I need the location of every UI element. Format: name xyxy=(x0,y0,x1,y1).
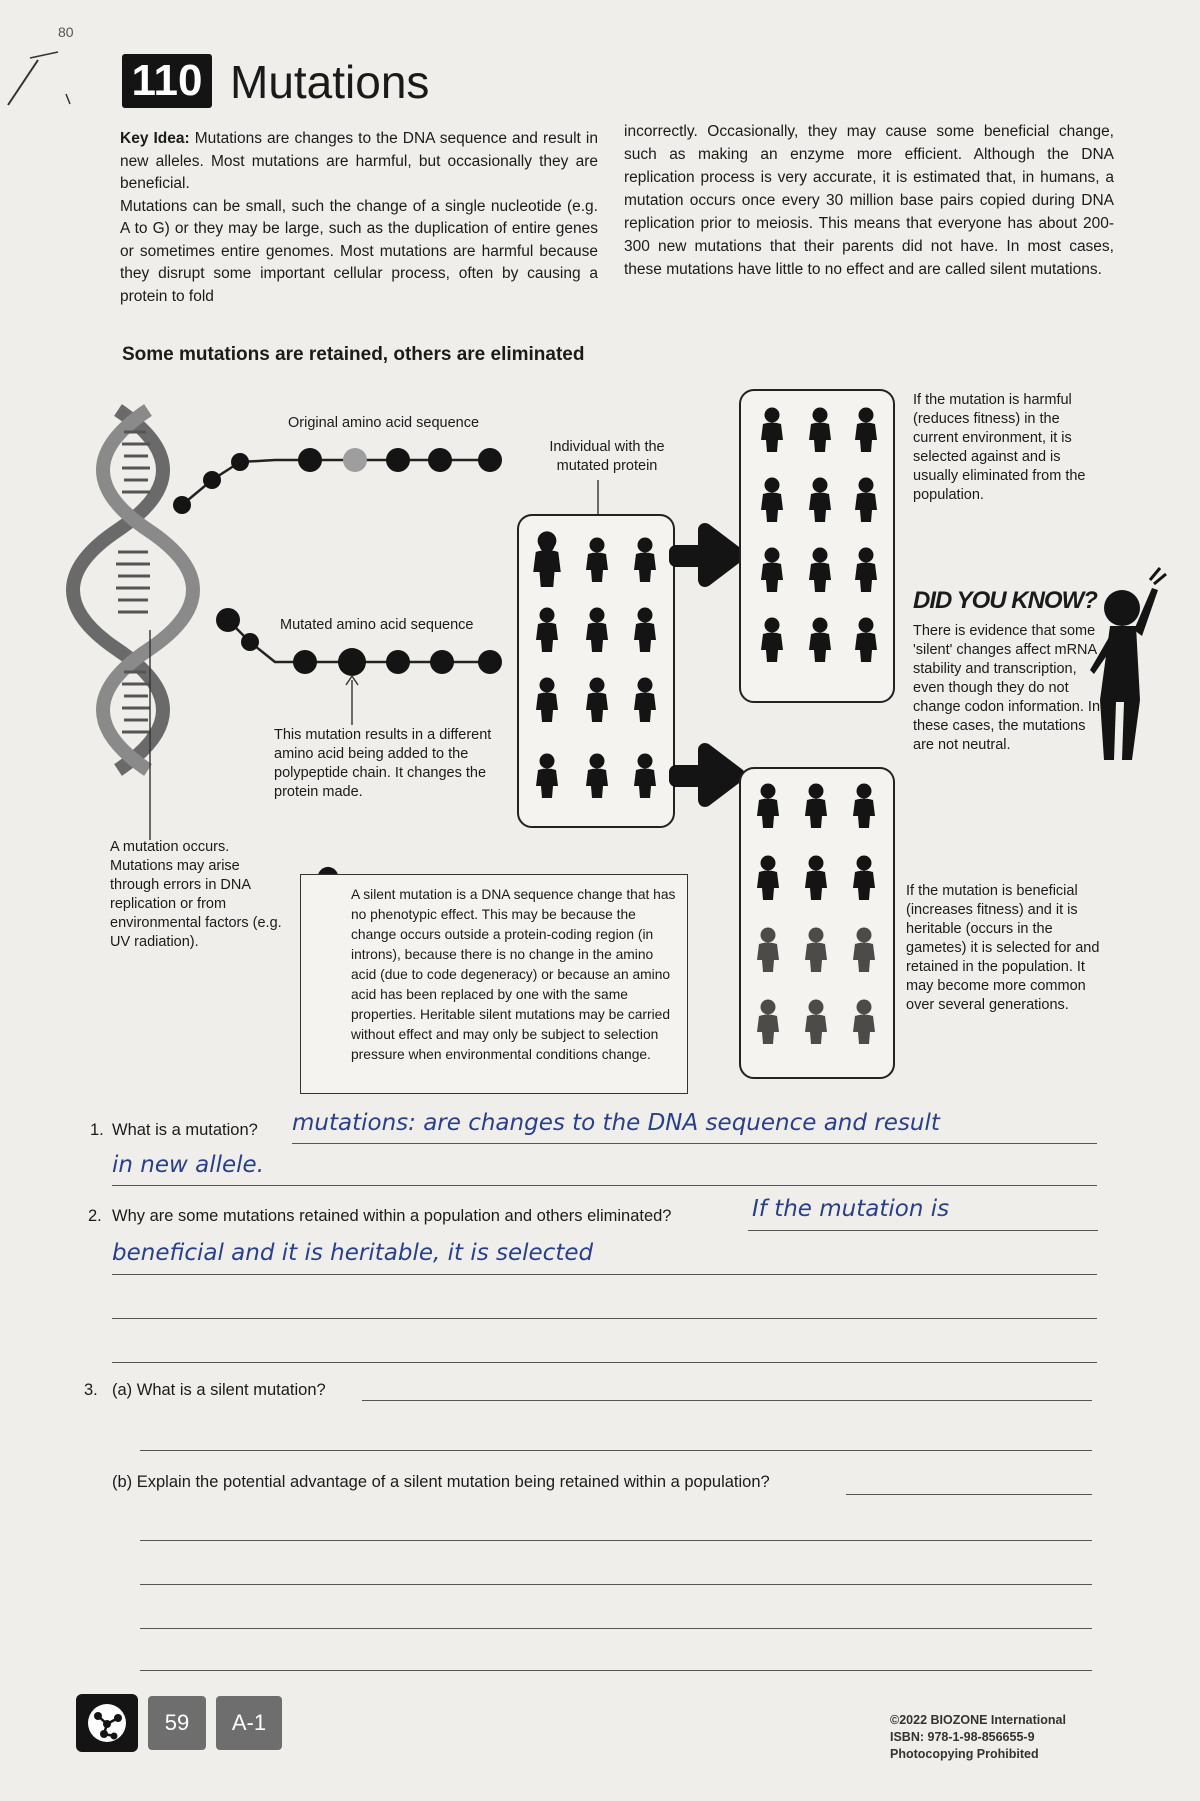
answer-line xyxy=(140,1670,1092,1671)
mutation-occurs-label: A mutation occurs. Mutations may arise through errors in DNA replication or from environmental factors (e.g. UV radiation). xyxy=(110,839,282,950)
answer-2-line-1[interactable]: If the mutation is xyxy=(752,1196,950,1222)
answer-2-line-2[interactable]: beneficial and it is heritable, it is selected xyxy=(112,1240,594,1266)
answer-line xyxy=(112,1185,1097,1186)
key-idea xyxy=(120,128,598,308)
did-you-know-text: There is evidence that some 'silent' changes affect mRNA stability and transcription, even though they do not change codon information. In these cases, the mutations are not neutral. xyxy=(913,623,1101,753)
answer-line xyxy=(112,1318,1097,1319)
answer-line xyxy=(292,1143,1097,1144)
individual-label: Individual with the mutated protein xyxy=(549,439,665,474)
question-3b-text: (b) Explain the potential advantage of a silent mutation being retained within a population? xyxy=(112,1473,770,1491)
original-amino-acid-chain xyxy=(173,448,502,514)
harmful-label: If the mutation is harmful (reduces fitness) in the current environment, it is selected against and is usually eliminated from the population. xyxy=(913,392,1086,503)
answer-line xyxy=(112,1362,1097,1363)
question-1-text: What is a mutation? xyxy=(112,1121,258,1139)
code-badge: A-1 xyxy=(216,1696,282,1750)
answer-line xyxy=(140,1628,1092,1629)
did-you-know-title: DID YOU KNOW? xyxy=(913,587,1097,614)
answer-1-line-2[interactable]: in new allele. xyxy=(112,1152,265,1178)
intro-column-2: incorrectly. Occasionally, they may cause some beneficial change, such as making an enzyme more efficient. Although the DNA replication process is very accurate, it is estimated that, in humans, a mutation occurs once every 30 million base pairs copied during DNA replication prior to meiosis. This means that everyone has about 200-300 new mutations that their parents did not have. In most cases, these mutations have little to no effect and are called silent mutations. xyxy=(624,123,1114,278)
question-3-number: 3. xyxy=(84,1381,98,1399)
isbn-text: ISBN: 978-1-98-856655-9 xyxy=(890,1730,1035,1744)
answer-line xyxy=(140,1540,1092,1541)
arrow-right-icon xyxy=(676,530,738,580)
copyright-text: ©2022 BIOZONE International xyxy=(890,1713,1066,1727)
molecule-icon xyxy=(76,1694,138,1752)
answer-line xyxy=(112,1274,1097,1275)
answer-1-line-1[interactable]: mutations: are changes to the DNA sequence and result xyxy=(292,1110,940,1136)
photocopy-notice: Photocopying Prohibited xyxy=(890,1747,1039,1761)
question-2-text: Why are some mutations retained within a population and others eliminated? xyxy=(112,1207,672,1225)
margin-note: 80 xyxy=(58,24,74,40)
question-3a-text: (a) What is a silent mutation? xyxy=(112,1381,326,1399)
activity-number: 110 xyxy=(122,54,212,108)
answer-line xyxy=(846,1494,1092,1495)
answer-line xyxy=(362,1400,1092,1401)
population-box xyxy=(518,515,674,827)
intro-paragraph: Mutations can be small, such the change of a single nucleotide (e.g. A to G) or they may be large, such as the duplication of entire genes or sometimes entire genomes. Most mutations are harmful because they disrupt some important cellular process, often by causing a protein to fold xyxy=(120,197,598,305)
answer-line xyxy=(748,1230,1098,1231)
answer-line xyxy=(140,1450,1092,1451)
mutated-sequence-label: Mutated amino acid sequence xyxy=(280,617,474,633)
key-idea-label: Key Idea: xyxy=(120,130,190,147)
beneficial-label: If the mutation is beneficial (increases fitness) and it is heritable (occurs in the gametes) it is selected for and retained in the population. It may become more common over several generations. xyxy=(906,883,1100,1013)
question-1-number: 1. xyxy=(90,1121,104,1139)
silent-mutation-text: A silent mutation is a DNA sequence change that has no phenotypic effect. This may be because the change occurs outside a protein-coding region (in introns), because there is no change in the amino acid (due to code degeneracy) or because an amino acid has been replaced by one with the same properties. Heritable silent mutations may be carried without effect and may only be subject to selection pressure when environmental conditions change. xyxy=(351,887,676,1062)
key-idea-text: Mutations are changes to the DNA sequence and result in new alleles. Most mutations are harmful, but occasionally they are beneficial. xyxy=(120,130,598,192)
answer-line xyxy=(140,1584,1092,1585)
arrow-right-icon xyxy=(676,750,738,800)
page-number-badge: 59 xyxy=(148,1696,206,1750)
mutation-result-label: This mutation results in a different amino acid being added to the polypeptide chain. It changes the protein made. xyxy=(274,727,492,800)
question-2-number: 2. xyxy=(88,1207,102,1225)
silent-mutation-note xyxy=(300,874,688,1094)
population-retained-box xyxy=(740,768,894,1078)
original-sequence-label: Original amino acid sequence xyxy=(288,415,480,431)
page-title: Mutations xyxy=(230,56,430,108)
section-heading: Some mutations are retained, others are eliminated xyxy=(122,344,585,365)
copyright-block xyxy=(890,1712,1066,1763)
population-eliminated-box xyxy=(740,390,894,702)
dna-helix-icon xyxy=(73,410,193,770)
